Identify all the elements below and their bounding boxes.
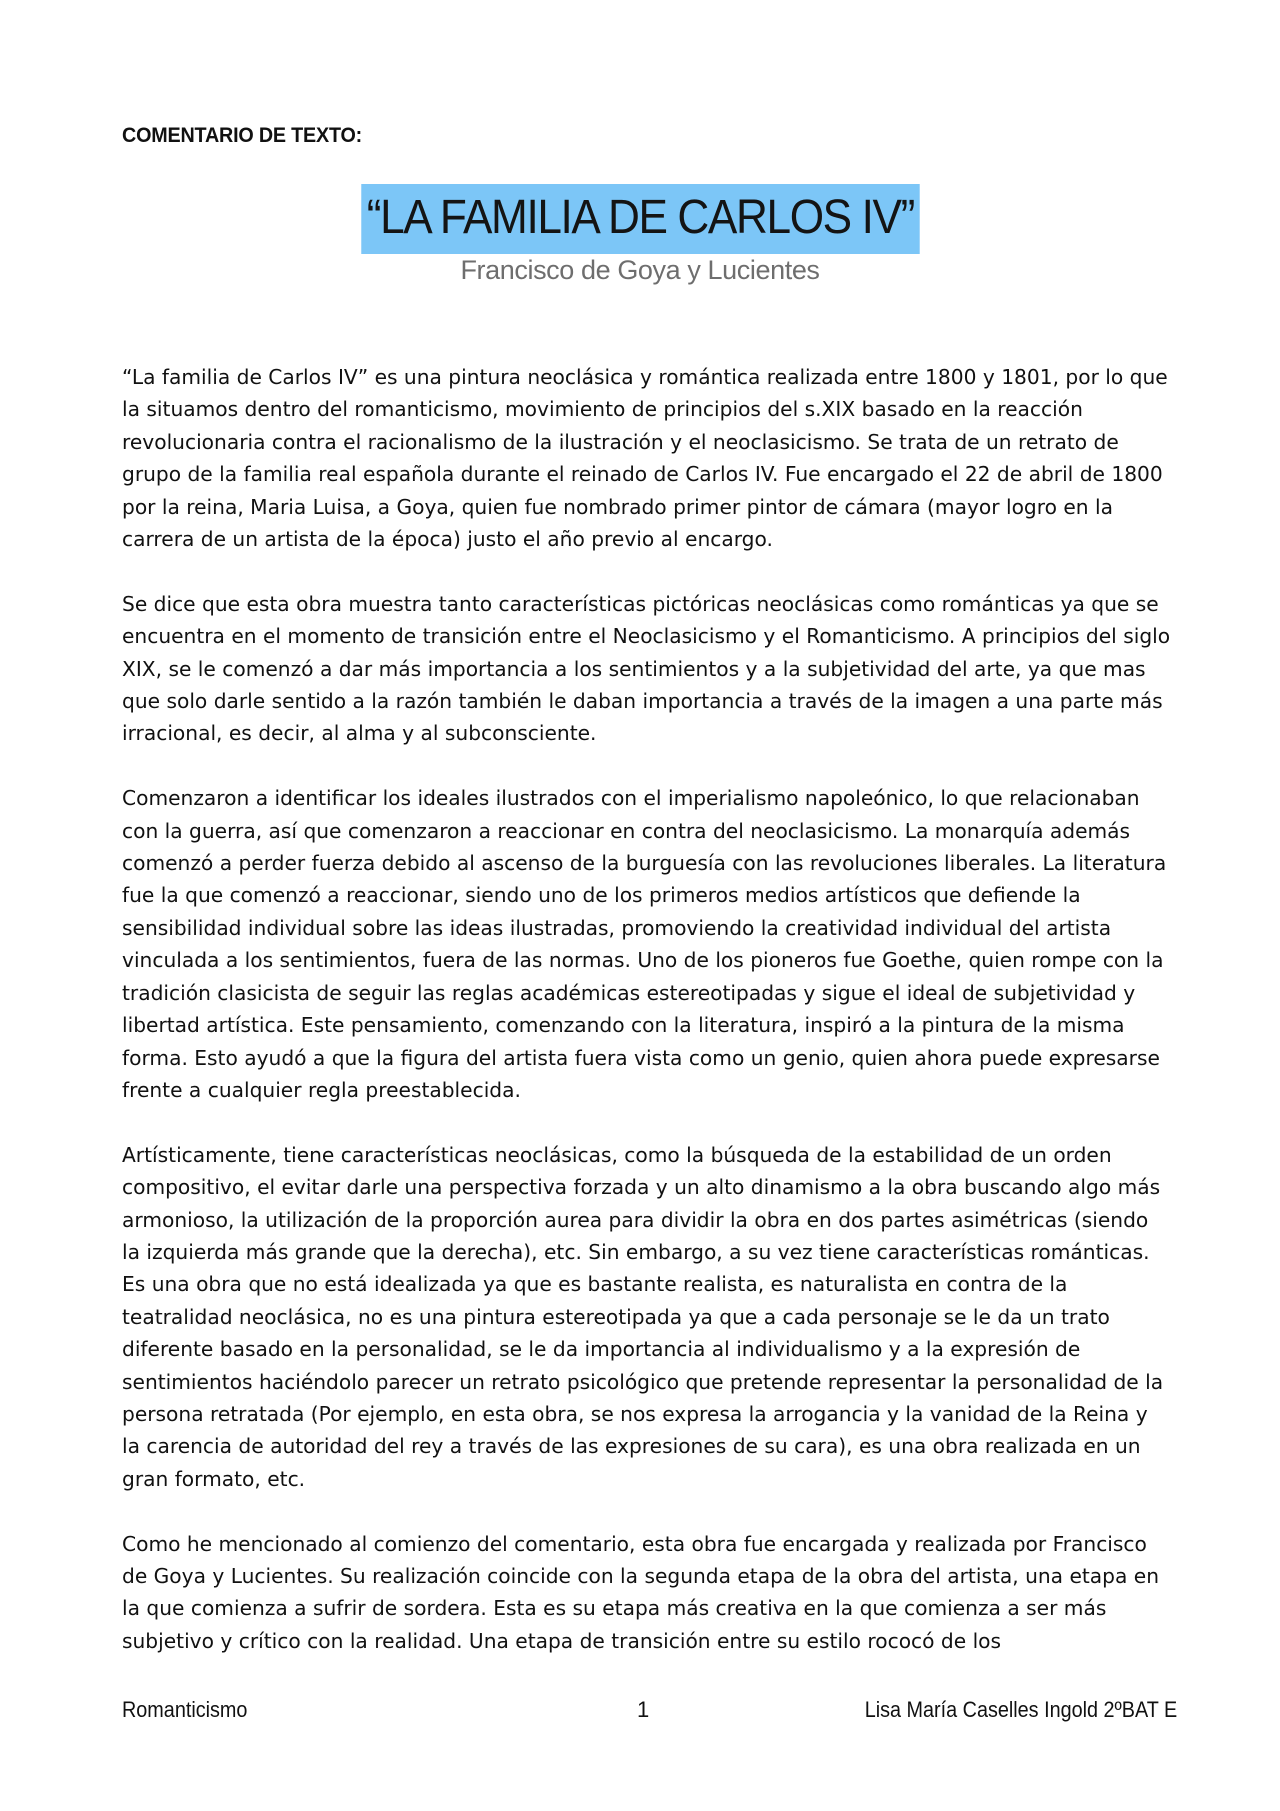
body-paragraph: Artísticamente, tiene características neoclásicas, como la búsqueda de la estabilidad de un orden compositivo, el evitar darle una perspectiva forzada y un alto dinamismo a la obra buscando algo más armonioso, la utilización de la proporción aurea para dividir la obra en dos partes asimétricas (siendo la izquierda más grande que la derecha), etc. Sin embargo, a su vez tiene características románticas. Es una obra que no está idealizada ya que es bastante realista, es naturalista en contra de la teatralidad neoclásica, no es una pintura estereotipada ya que a cada personaje se le da un trato diferente basado en la personalidad, se le da importancia al individualismo y a la expresión de sentimientos haciéndolo parecer un retrato psicológico que pretende representar la personalidad de la persona retratada (Por ejemplo, en esta obra, se nos expresa la arrogancia y la vanidad de la Reina y la carencia de autoridad del rey a través de las expresiones de su cara), es una obra realizada en un gran formato, etc.: [122, 1142, 1164, 1491]
footer-section-name: Romanticismo: [122, 1697, 248, 1722]
document-body: [122, 361, 1172, 1690]
footer-page-number: 1: [637, 1697, 650, 1722]
body-paragraph: “La familia de Carlos IV” es una pintura neoclásica y romántica realizada entre 1800 y 1801, por lo que la situamos dentro del romanticismo, movimiento de principios del s.XIX basado en la reacción revolucionaria contra el racionalismo de la ilustración y el neoclasicismo. Se trata de un retrato de grupo de la familia real española durante el reinado de Carlos IV. Fue encargado el 22 de abril de 1800 por la reina, Maria Luisa, a Goya, quien fue nombrado primer pintor de cámara (mayor logro en la carrera de un artista de la época) justo el año previo al encargo.: [122, 365, 1168, 552]
document-title: “LA FAMILIA DE CARLOS IV”: [361, 184, 919, 254]
footer-author: Lisa María Caselles Ingold 2ºBAT E: [864, 1697, 1177, 1722]
body-paragraph: Como he mencionado al comienzo del comentario, esta obra fue encargada y realizada por Francisco de Goya y Lucientes. Su realización coincide con la segunda etapa de la obra del artista, una etapa en la que comienza a sufrir de sordera. Esta es su etapa más creativa en la que comienza a ser más subjetivo y crítico con la realidad. Una etapa de transición entre su estilo rococó de los: [122, 1531, 1159, 1653]
body-paragraph: Comenzaron a identificar los ideales ilustrados con el imperialismo napoleónico, lo que relacionaban con la guerra, así que comenzaron a reaccionar en contra del neoclasicismo. La monarquía además comenzó a perder fuerza debido al ascenso de la burguesía con las revoluciones liberales. La literatura fue la que comenzó a reaccionar, siendo uno de los primeros medios artísticos que defiende la sensibilidad individual sobre las ideas ilustradas, promoviendo la creatividad individual del artista vinculada a los sentimientos, fuera de las normas. Uno de los pioneros fue Goethe, quien rompe con la tradición clasicista de seguir las reglas académicas estereotipadas y sigue el ideal de subjetividad y libertad artística. Este pensamiento, comenzando con la literatura, inspiró a la pintura de la misma forma. Esto ayudó a que la figura del artista fuera vista como un genio, quien ahora puede expresarse frente a cualquier regla preestablecida.: [122, 786, 1167, 1102]
document-subtitle: Francisco de Goya y Lucientes: [460, 255, 820, 285]
title-container: [0, 184, 1280, 254]
document-heading: COMENTARIO DE TEXTO:: [122, 124, 363, 147]
body-paragraph: Se dice que esta obra muestra tanto características pictóricas neoclásicas como románticas ya que se encuentra en el momento de transición entre el Neoclasicismo y el Romanticismo. A principios del siglo XIX, se le comenzó a dar más importancia a los sentimientos y a la subjetividad del arte, ya que mas que solo darle sentido a la razón también le daban importancia a través de la imagen a una parte más irracional, es decir, al alma y al subconsciente.: [122, 591, 1171, 746]
